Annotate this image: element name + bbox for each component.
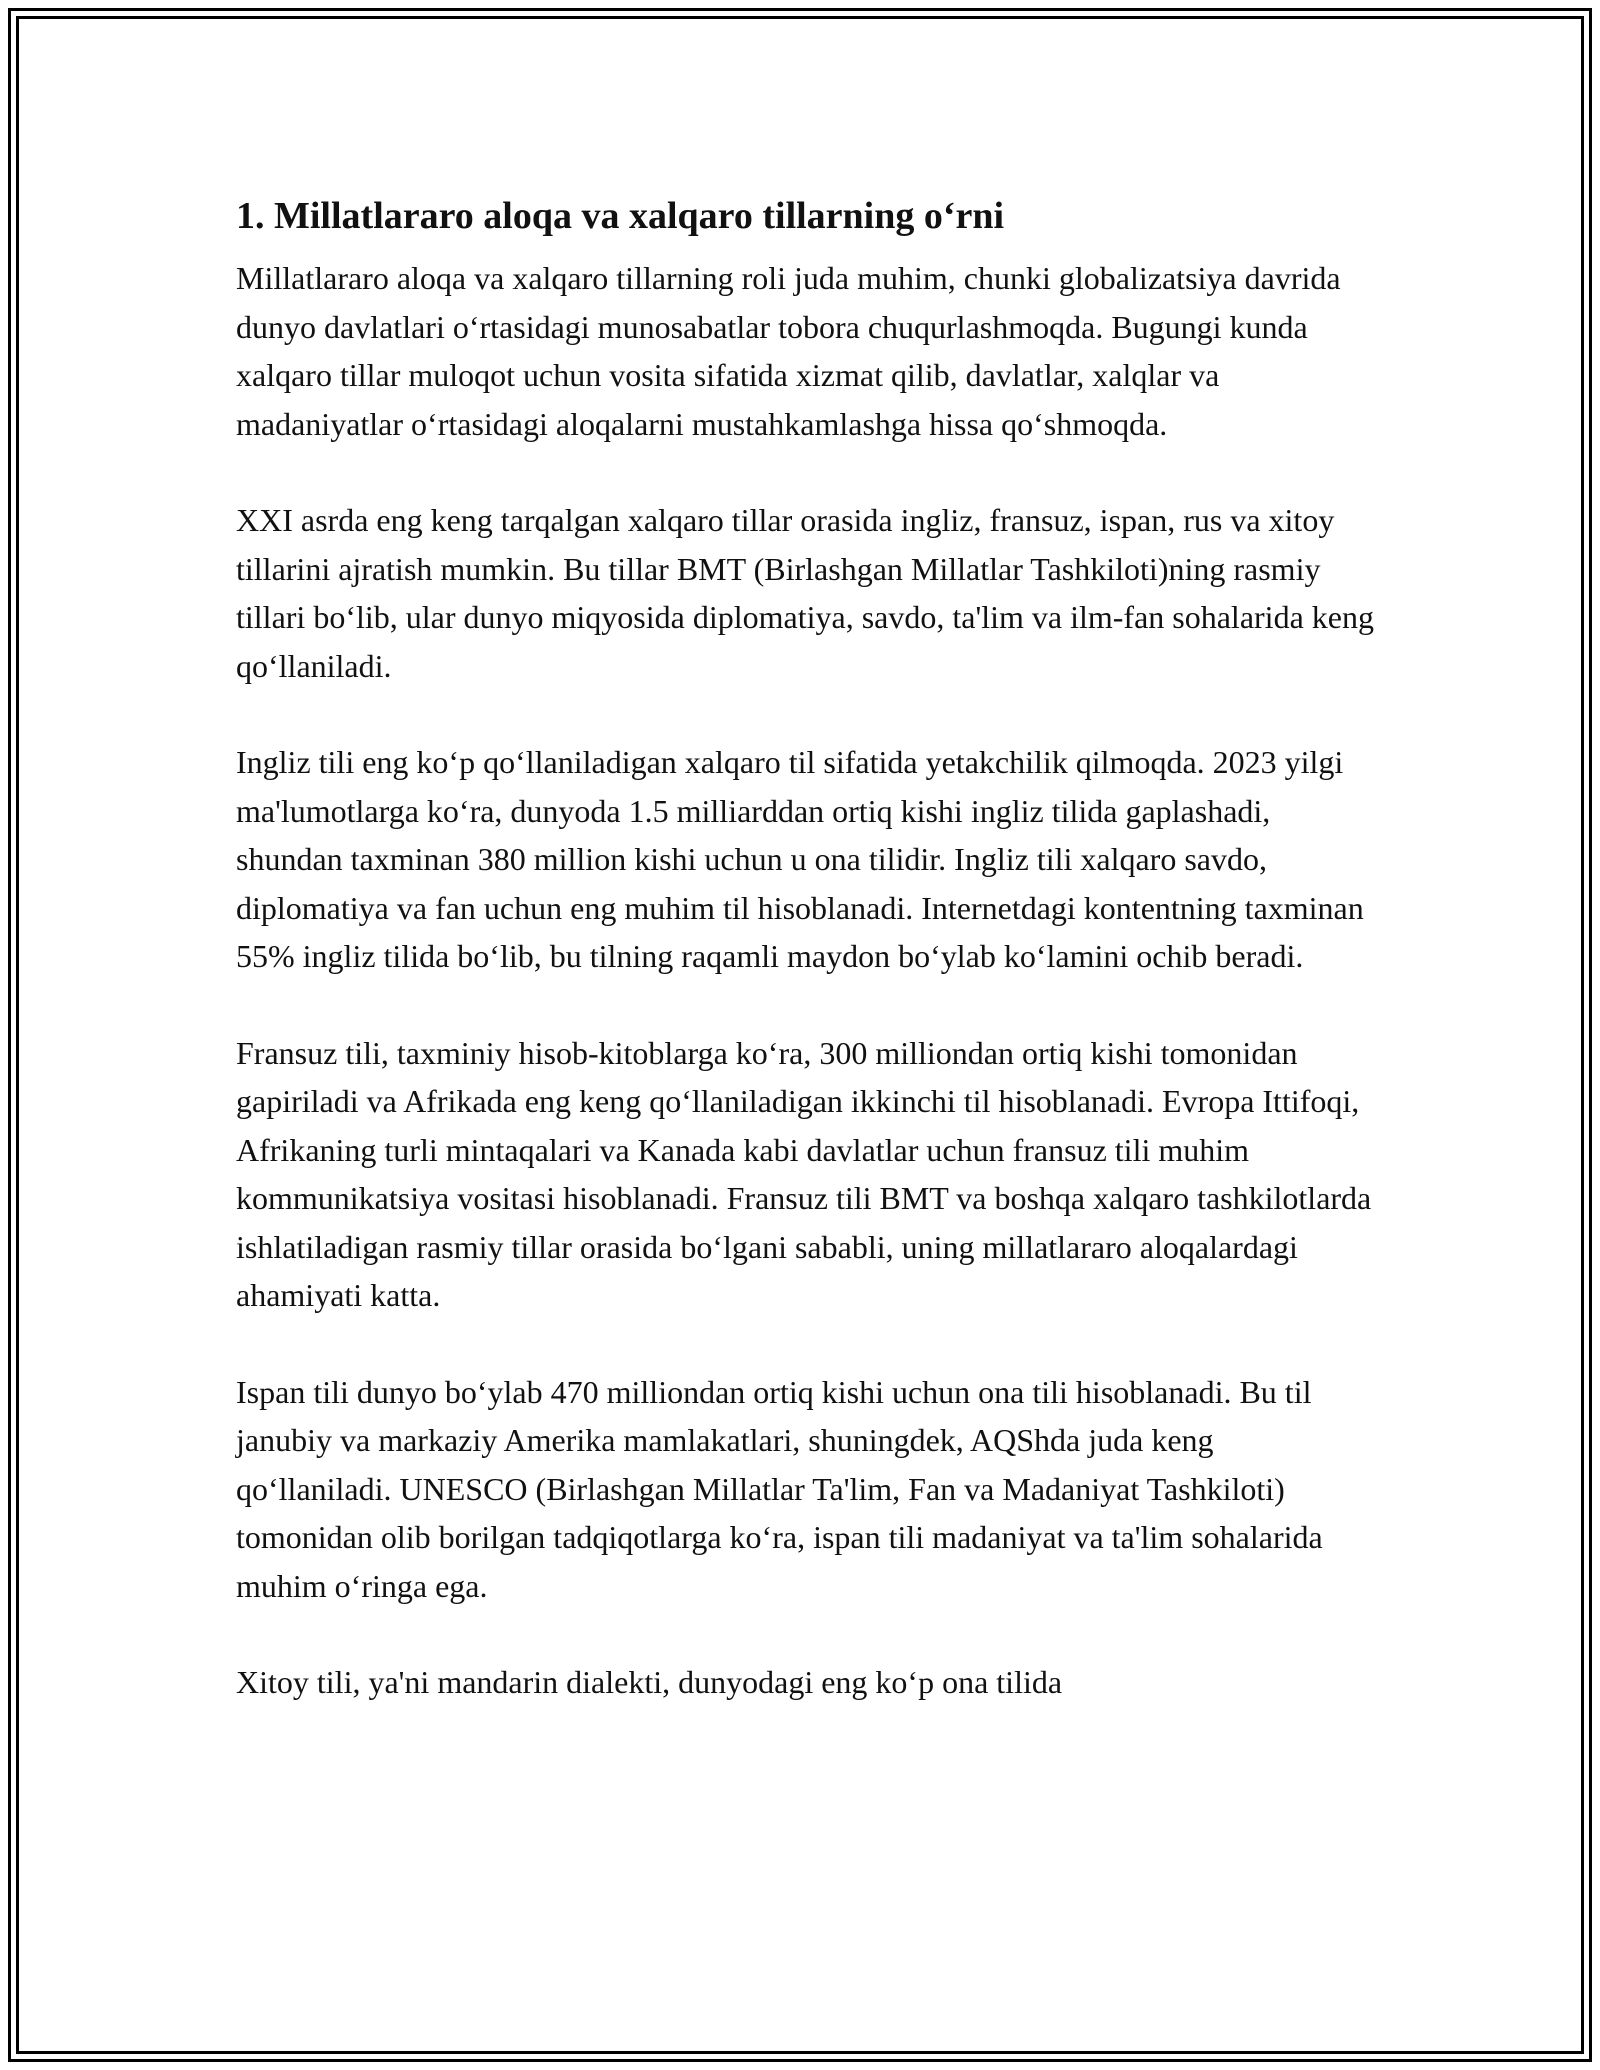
paragraph-intro: Millatlararo aloqa va xalqaro tillarning roli juda muhim, chunki globalizatsiya davrida dunyo davlatlari o‘rtasidagi munosabatlar tobora chuqurlashmoqda. Bugungi kunda xalqaro tillar muloqot uchun vosita sifatida xizmat qilib, davlatlar, xalqlar va madaniyatlar o‘rtasidagi aloqalarni mustahkamlashga hissa qo‘shmoqda. <box>236 260 1341 442</box>
paragraph-french: Fransuz tili, taxminiy hisob-kitoblarga ko‘ra, 300 milliondan ortiq kishi tomonidan gapiriladi va Afrikada eng keng qo‘llaniladigan ikkinchi til hisoblanadi. Evropa Ittifoqi, Afrikaning turli mintaqalari va Kanada kabi davlatlar uchun fransuz tili muhim kommunikatsiya vositasi hisoblanadi. Fransuz tili BMT va boshqa xalqaro tashkilotlarda ishlatiladigan rasmiy tillar orasida bo‘lgani sababli, uning millatlararo aloqalardagi ahamiyati katta. <box>236 1034 1372 1313</box>
paragraph-english: Ingliz tili eng ko‘p qo‘llaniladigan xalqaro til sifatida yetakchilik qilmoqda. 2023 yilgi ma'lumotlarga ko‘ra, dunyoda 1.5 milliarddan ortiq kishi ingliz tilida gaplashadi, shundan taxminan 380 million kishi uchun u ona tilidir. Ingliz tili xalqaro savdo, diplomatiya va fan uchun eng muhim til hisoblanadi. Internetdagi kontentning taxminan 55% ingliz tilida bo‘lib, bu tilning raqamli maydon bo‘ylab ko‘lamini ochib beradi. <box>236 744 1364 974</box>
document-body <box>236 186 1376 1755</box>
paragraph-chinese: Xitoy tili, ya'ni mandarin dialekti, dunyodagi eng ko‘p ona tilida <box>236 1664 1063 1700</box>
paragraph-international-languages: XXI asrda eng keng tarqalgan xalqaro tillar orasida ingliz, fransuz, ispan, rus va xitoy tillarini ajratish mumkin. Bu tillar BMT (Birlashgan Millatlar Tashkiloti)ning rasmiy tillari bo‘lib, ular dunyo miqyosida diplomatiya, savdo, ta'lim va ilm-fan sohalarida keng qo‘llaniladi. <box>236 502 1374 684</box>
section-heading: 1. Millatlararo aloqa va xalqaro tillarning o‘rni <box>236 195 1005 237</box>
paragraph-spanish: Ispan tili dunyo bo‘ylab 470 milliondan ortiq kishi uchun ona tili hisoblanadi. Bu til janubiy va markaziy Amerika mamlakatlari, shuningdek, AQShda juda keng qo‘llaniladi. UNESCO (Birlashgan Millatlar Ta'lim, Fan va Madaniyat Tashkiloti) tomonidan olib borilgan tadqiqotlarga ko‘ra, ispan tili madaniyat va ta'lim sohalarida muhim o‘ringa ega. <box>236 1373 1323 1604</box>
paragraph-list <box>236 254 1376 1707</box>
